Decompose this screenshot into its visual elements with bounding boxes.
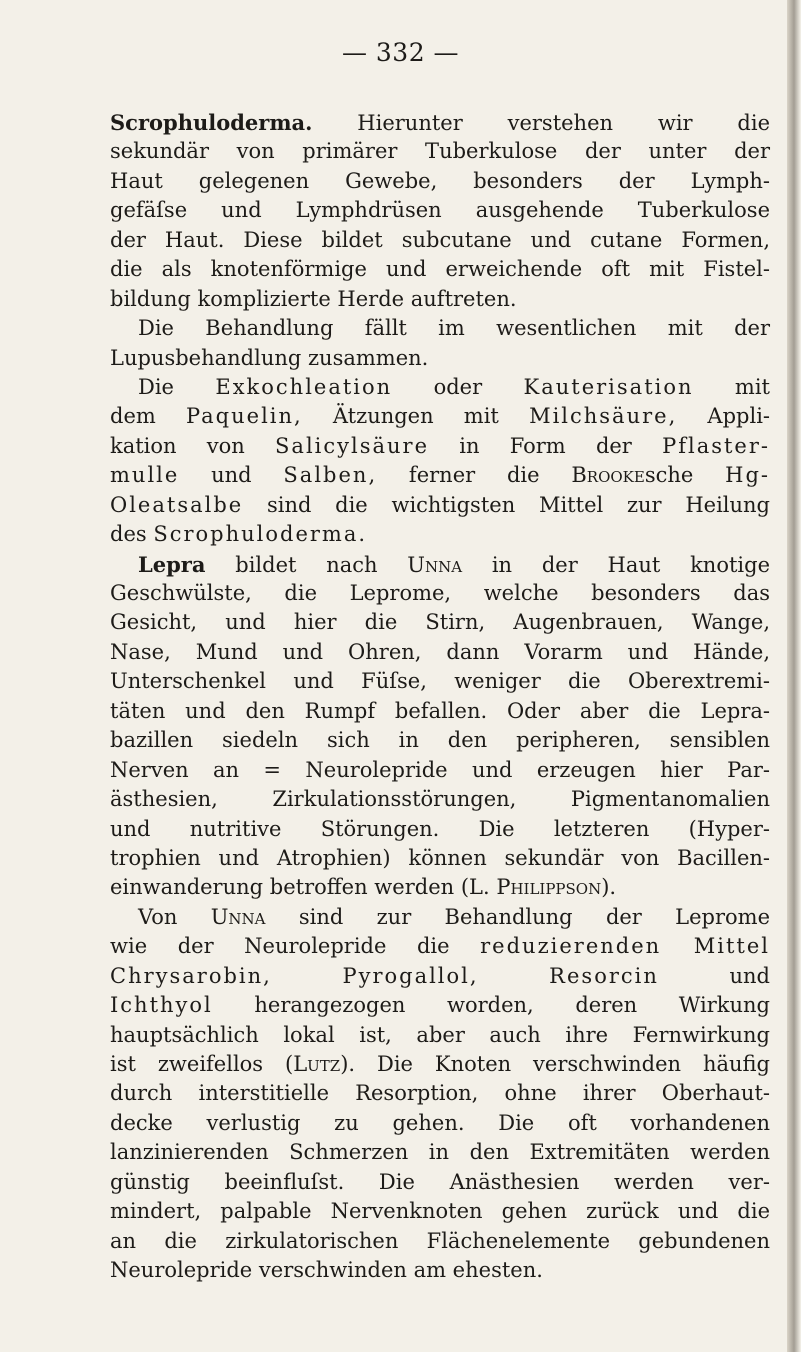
text-run: mulle — [110, 463, 180, 488]
text-run: ästhesien, Zirkulationsstörungen, Pigmentanomalien — [110, 787, 770, 812]
text-run: Nerven an = Neurolepride und erzeugen hier Par- — [110, 757, 770, 782]
text-line — [110, 815, 770, 844]
text-run: Brooke — [571, 463, 645, 488]
text-line — [110, 550, 770, 579]
text-run: ferner die — [377, 463, 572, 488]
text-run: reduzierenden Mittel — [480, 934, 770, 959]
text-run: Milchsäure, — [529, 404, 678, 429]
text-line — [110, 756, 770, 785]
text-line — [110, 844, 770, 873]
text-line — [110, 1256, 770, 1285]
text-run: in Form der — [429, 433, 663, 458]
text-run: Hg- — [725, 463, 770, 488]
text-run: Pyrogallol, — [342, 963, 479, 988]
text-run: Die — [138, 374, 216, 399]
text-line — [110, 785, 770, 814]
text-run: Paquelin, — [185, 404, 303, 429]
text-line — [110, 432, 770, 461]
text-run: ). Die Knoten verschwinden häufig — [340, 1052, 770, 1076]
text-line — [110, 638, 770, 667]
text-line — [110, 1227, 770, 1256]
text-line — [110, 726, 770, 755]
text-line — [110, 697, 770, 726]
text-line — [110, 1138, 770, 1167]
text-run: Lepra — [138, 551, 206, 577]
text-run — [479, 964, 550, 988]
text-run: Nase, Mund und Ohren, dann Vorarm und Hände, — [110, 639, 770, 664]
text-run: Philippson — [496, 875, 602, 900]
text-run: sind die wichtigsten Mittel zur Heilung — [243, 492, 770, 517]
text-run: Chrysarobin, — [110, 963, 272, 988]
text-line — [110, 608, 770, 637]
text-run: sche — [644, 463, 726, 488]
text-run: günstig beeinfluſst. Die Anästhesien werden ver- — [110, 1169, 770, 1194]
text-run: Unna — [407, 552, 463, 577]
text-run: Ätzungen mit — [302, 404, 530, 429]
text-run — [272, 964, 343, 988]
text-run: kation von — [110, 433, 276, 458]
text-line — [110, 344, 770, 373]
text-run: Die Behandlung fällt im wesentlichen mit der — [138, 316, 770, 341]
text-run: Ichthyol — [110, 993, 213, 1018]
text-run: in der Haut knotige — [462, 552, 770, 577]
text-run: Gesicht, und hier die Stirn, Augenbrauen, Wange, — [110, 610, 770, 635]
text-line — [110, 903, 770, 932]
text-run: Salben, — [283, 463, 378, 488]
text-line — [110, 1197, 770, 1226]
text-run: sekundär von primärer Tuberkulose der unter der — [110, 139, 770, 164]
text-run: lanzinierenden Schmerzen in den Extremitäten werden — [110, 1140, 770, 1165]
text-run: und — [179, 463, 284, 488]
text-run: Haut gelegenen Gewebe, besonders der Lymph- — [110, 168, 770, 193]
text-line — [110, 1021, 770, 1050]
text-run: Neurolepride verschwinden am ehesten. — [110, 1258, 543, 1283]
text-run: Kauterisation — [523, 374, 694, 399]
text-run: durch interstitielle Resorption, ohne ihrer Oberhaut- — [110, 1081, 770, 1106]
text-line — [110, 491, 770, 520]
text-run: an die zirkulatorischen Flächenelemente gebundenen — [110, 1228, 770, 1253]
text-line — [110, 402, 770, 431]
text-run: bildet nach — [205, 552, 408, 577]
body-text — [110, 108, 770, 1286]
text-run: Lupusbehandlung zusammen. — [110, 345, 429, 370]
text-line — [110, 579, 770, 608]
text-run: Pflaster- — [662, 433, 770, 458]
text-run: oder — [392, 374, 524, 399]
text-run: Unna — [210, 904, 266, 929]
text-line — [110, 196, 770, 225]
text-run: Appli- — [677, 404, 771, 429]
text-run: Hierunter verstehen wir die — [312, 111, 770, 135]
text-run: einwanderung betroffen werden (L. — [110, 875, 497, 900]
text-line — [110, 461, 770, 490]
text-run: der Haut. Diese bildet subcutane und cutane Formen, — [110, 227, 770, 252]
page-edge — [787, 0, 801, 1352]
text-run: Geschwülste, die Leprome, welche besonders das — [110, 581, 770, 605]
text-line — [110, 1079, 770, 1108]
text-line — [110, 226, 770, 255]
text-run: trophien und Atrophien) können sekundär von Bacillen- — [110, 845, 770, 870]
text-run: ). — [601, 875, 617, 900]
text-run: die als knotenförmige und erweichende oft mit Fistel- — [110, 257, 770, 282]
text-run: und nutritive Störungen. Die letzteren (Hyper- — [110, 816, 770, 841]
text-run: mindert, palpable Nervenknoten gehen zurück und die — [110, 1199, 770, 1224]
text-run: Scrophuloderma. — [110, 110, 313, 135]
text-line — [110, 962, 770, 991]
text-run: Von — [138, 904, 211, 929]
text-run: sind zur Behandlung der Leprome — [265, 904, 770, 929]
text-run: und — [658, 963, 770, 988]
text-run: dem — [110, 404, 186, 429]
text-line — [110, 108, 770, 137]
page-number: — 332 — — [341, 38, 460, 67]
text-line — [110, 373, 770, 402]
text-run: Lutz — [293, 1052, 341, 1076]
text-line — [110, 991, 770, 1020]
text-line — [110, 167, 770, 196]
text-line — [110, 1050, 770, 1079]
text-line — [110, 873, 770, 902]
text-run: Unterschenkel und Füſse, weniger die Oberextremi- — [110, 669, 770, 694]
text-line — [110, 667, 770, 696]
text-run: mit — [693, 374, 770, 399]
text-line — [110, 137, 770, 166]
text-run: bildung komplizierte Herde auftreten. — [110, 286, 517, 311]
text-run: ist zweifellos ( — [110, 1052, 294, 1076]
text-line — [110, 255, 770, 284]
text-line — [110, 1168, 770, 1197]
text-run: hauptsächlich lokal ist, aber auch ihre Fernwirkung — [110, 1022, 770, 1047]
text-run: Scrophuloderma. — [153, 522, 368, 547]
text-run: täten und den Rumpf befallen. Oder aber die Lepra- — [110, 698, 770, 723]
text-run: herangezogen worden, deren Wirkung — [212, 993, 770, 1018]
text-run: Exkochleation — [215, 374, 393, 399]
text-run: decke verlustig zu gehen. Die oft vorhandenen — [110, 1110, 770, 1135]
text-line — [110, 1109, 770, 1138]
text-line — [110, 314, 770, 343]
text-run: Resorcin — [549, 963, 659, 988]
text-line — [110, 932, 770, 961]
text-run: Salicylsäure — [275, 433, 430, 458]
text-run: bazillen siedeln sich in den peripheren, sensiblen — [110, 728, 770, 753]
text-run: gefäſse und Lymphdrüsen ausgehende Tuberkulose — [110, 198, 770, 223]
text-line — [110, 285, 770, 314]
text-run: Oleatsalbe — [110, 492, 244, 517]
text-run: wie der Neurolepride die — [110, 934, 481, 959]
text-line — [110, 520, 770, 549]
text-run: des — [110, 522, 154, 547]
